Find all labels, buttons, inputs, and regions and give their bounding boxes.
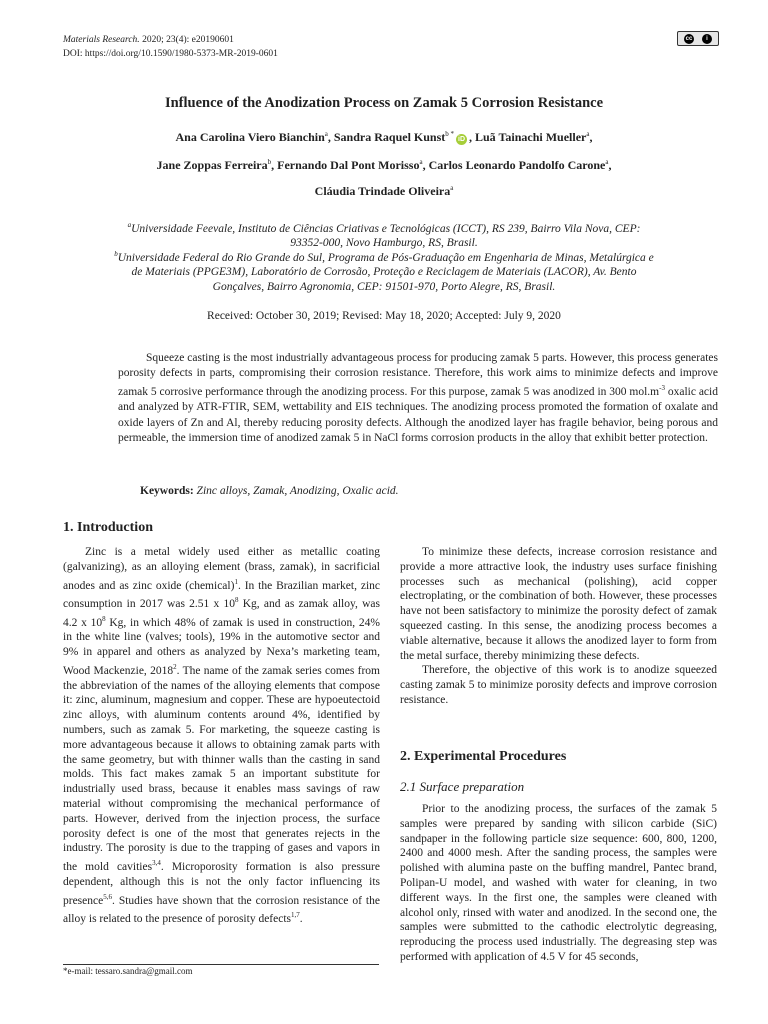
doi[interactable]: DOI: https://doi.org/10.1590/1980-5373-MR-2019-0601 — [63, 49, 278, 59]
abstract-text: oxalic acid and analyzed by ATR-FTIR, SEM, wettability and EIS techniques. The anodizing process promoted the formation of oxalate and oxide layers of Zn and Al, thereby reducing porosity defects. Although the anodized layer has fragile behavior, being porous and permeable, the immersion time of anodized zamak 5 in NaCl forms corrosion products in the alloy that exhibit better protection. — [118, 386, 718, 444]
separator: , — [589, 130, 593, 144]
text: Kg, and as zamak alloy, was 4.2 x 10 — [63, 598, 380, 629]
reference[interactable]: 1,7 — [291, 911, 300, 920]
text: Zinc is a metal widely used either as metallic coating (galvanizing), as an alloying element (brass, zamak), in sacrificial anodes and as zinc oxide (chemical) — [63, 546, 380, 592]
reference[interactable]: 5,6 — [103, 892, 112, 901]
orcid-icon[interactable]: iD — [458, 136, 465, 143]
affiliation-mark: a — [419, 158, 423, 166]
text: . The name of the zamak series comes from the abbreviation of the names of the alloying elements that compose it: zinc, aluminum, magnesium and copper. These are hypoeutectoid zinc alloys, with aluminum contents around 4%, identified by numbers, such as zamak 5. For marketing, the squeeze casting is more advantageous because it allows to obtaining zamak parts with the same geometry, but with thinner walls than the casting in sand molds. This fact makes zamak 5 an important substitute for industrially used brass, because it enables mass savings of raw material without compromising the mechanical performance of parts. However, derived from the injection process, the surface porosity defect is one of the most that generates rejects in the industry. The porosity is due to the trapping of gases and vapors in the mold cavities — [63, 664, 381, 874]
text: . — [299, 913, 303, 926]
affiliation-mark: a — [127, 221, 132, 229]
affiliation-mark: b * — [445, 130, 454, 138]
abstract-text: Squeeze casting is the most industrially advantageous process for producing zamak 5 parts. However, this process generates porosity defects in parts, compromising their corrosion resistance. Therefore, this work aims to minimize defects and improve zamak 5 corrosive performance through the anodizing process. For this purpose, zamak 5 was anodized in 300 mol.m — [118, 352, 718, 399]
text: . In the Brazilian market, zinc consumption in 2017 was 2.51 x 10 — [63, 579, 380, 611]
introduction-column-left — [63, 545, 380, 927]
footnote-divider — [63, 964, 379, 965]
author-name[interactable]: , Carlos Leonardo Pandolfo Carone — [422, 158, 606, 172]
corresponding-email[interactable]: *e-mail: tessaro.sandra@gmail.com — [63, 966, 193, 976]
introduction-column-right — [400, 545, 717, 708]
journal-citation — [63, 33, 278, 61]
section-heading-experimental: 2. Experimental Procedures — [400, 749, 567, 764]
author-name[interactable]: Jane Zoppas Ferreira — [156, 158, 268, 172]
experimental-column — [400, 802, 717, 965]
reference[interactable]: 3,4 — [152, 859, 161, 868]
affiliation-mark: b — [114, 250, 118, 258]
keywords — [140, 485, 399, 497]
journal-ref: 2020; 23(4): e20190601 — [139, 35, 234, 45]
author-line-2 — [80, 158, 688, 173]
article-title: Influence of the Anodization Process on Zamak 5 Corrosion Resistance — [164, 95, 604, 111]
journal-name: Materials Research. — [63, 35, 140, 45]
paragraph: Prior to the anodizing process, the surfaces of the zamak 5 samples were prepared by sanding with silicon carbide (SiC) sandpaper in the following particle size sequence: 600, 800, 1200, 2400 and 4000 mesh. After the sanding process, the samples were polished with alumina paste on the buffing mandrel, Pantec brand, Polipan-U model, and washed with water for cleaning, in two different ways. In the first one, the samples were cleaned with alcohol only, rinsed with water and anodized. In the second one, the samples were submitted to the cathodic electrolytic degreasing, reproducing the process used industrially. The degreasing step was performed with application of 4.5 V for 45 seconds, — [400, 803, 717, 963]
subsection-heading: 2.1 Surface preparation — [400, 779, 525, 794]
author-name[interactable]: Ana Carolina Viero Bianchin — [175, 130, 325, 144]
reference[interactable]: 1 — [234, 577, 238, 586]
keywords-label: Keywords: — [140, 485, 194, 497]
section-heading-introduction: 1. Introduction — [63, 520, 153, 535]
author-line-1 — [80, 130, 688, 145]
superscript: 8 — [102, 614, 106, 623]
affiliation-mark: a — [324, 130, 328, 138]
creative-commons-license-icon[interactable]: cc i — [677, 31, 719, 46]
keywords-text: Zinc alloys, Zamak, Anodizing, Oxalic acid. — [193, 485, 399, 497]
affiliation-mark: a — [605, 158, 609, 166]
separator: , — [608, 158, 612, 172]
reference[interactable]: 2 — [173, 663, 177, 672]
author-name[interactable]: , Luã Tainachi Mueller — [469, 130, 587, 144]
paragraph — [63, 545, 380, 927]
paragraph: To minimize these defects, increase corrosion resistance and provide a more attractive look, the industry uses surface finishing processes such as mechanical (polishing), acid copper electroplating, or the combination of both. However, these processes have not been satisfactory to minimize the porosity defect of zamak squeezed casting. In this sense, the anodizing process becomes a viable alternative, because it allows the anodized layer to form from the metal surface, thereby minimizing these defects. — [400, 546, 717, 662]
author-name[interactable]: , Sandra Raquel Kunst — [327, 130, 446, 144]
author-name[interactable]: Cláudia Trindade Oliveira — [314, 184, 451, 198]
affiliation-mark: a — [450, 184, 454, 192]
author-name[interactable]: , Fernando Dal Pont Morisso — [271, 158, 420, 172]
affiliation-text: Universidade Feevale, Instituto de Ciências Criativas e Tecnológicas (ICCT), RS 239, Bairro Vila Nova, CEP: 93352-000, Novo Hamburgo, RS, Brasil. — [131, 222, 641, 250]
affiliation-mark: a — [586, 130, 590, 138]
text: Kg, in which 48% of zamak is used in construction, 24% in the white line (valves; tools), 19% in the automotive sector and 9% in apparel and others as analyzed by Nexa’s marketing team, Wood Mackenzie, 2018 — [63, 616, 380, 677]
text: . Microporosity formation is also pressure dependent, although this is not the only factor influencing its presence — [63, 861, 380, 907]
affiliation-a — [110, 218, 658, 251]
superscript: -3 — [659, 384, 665, 393]
author-line-3 — [80, 184, 688, 199]
superscript: 8 — [235, 596, 239, 605]
paragraph: Therefore, the objective of this work is to anodize squeezed casting zamak 5 to minimize porosity defects and improve corrosion resistance. — [400, 664, 717, 706]
abstract — [118, 351, 718, 446]
received-dates: Received: October 30, 2019; Revised: May 18, 2020; Accepted: July 9, 2020 — [207, 310, 561, 322]
affiliation-mark: b — [267, 158, 272, 166]
affiliation-b — [110, 247, 658, 294]
text: . Studies have shown that the corrosion resistance of the alloy is related to the presence of porosity defects — [63, 894, 380, 926]
affiliation-text: Universidade Federal do Rio Grande do Sul, Programa de Pós-Graduação em Engenharia de Minas, Metalúrgica e de Materiais (PPGE3M), Laboratório de Corrosão, Proteção e Reciclagem de Materiais (LACOR), Av. Bento Gonçalves, Bairro Agronomia, CEP: 91501-970, Porto Alegre, RS, Brasil. — [117, 251, 654, 293]
